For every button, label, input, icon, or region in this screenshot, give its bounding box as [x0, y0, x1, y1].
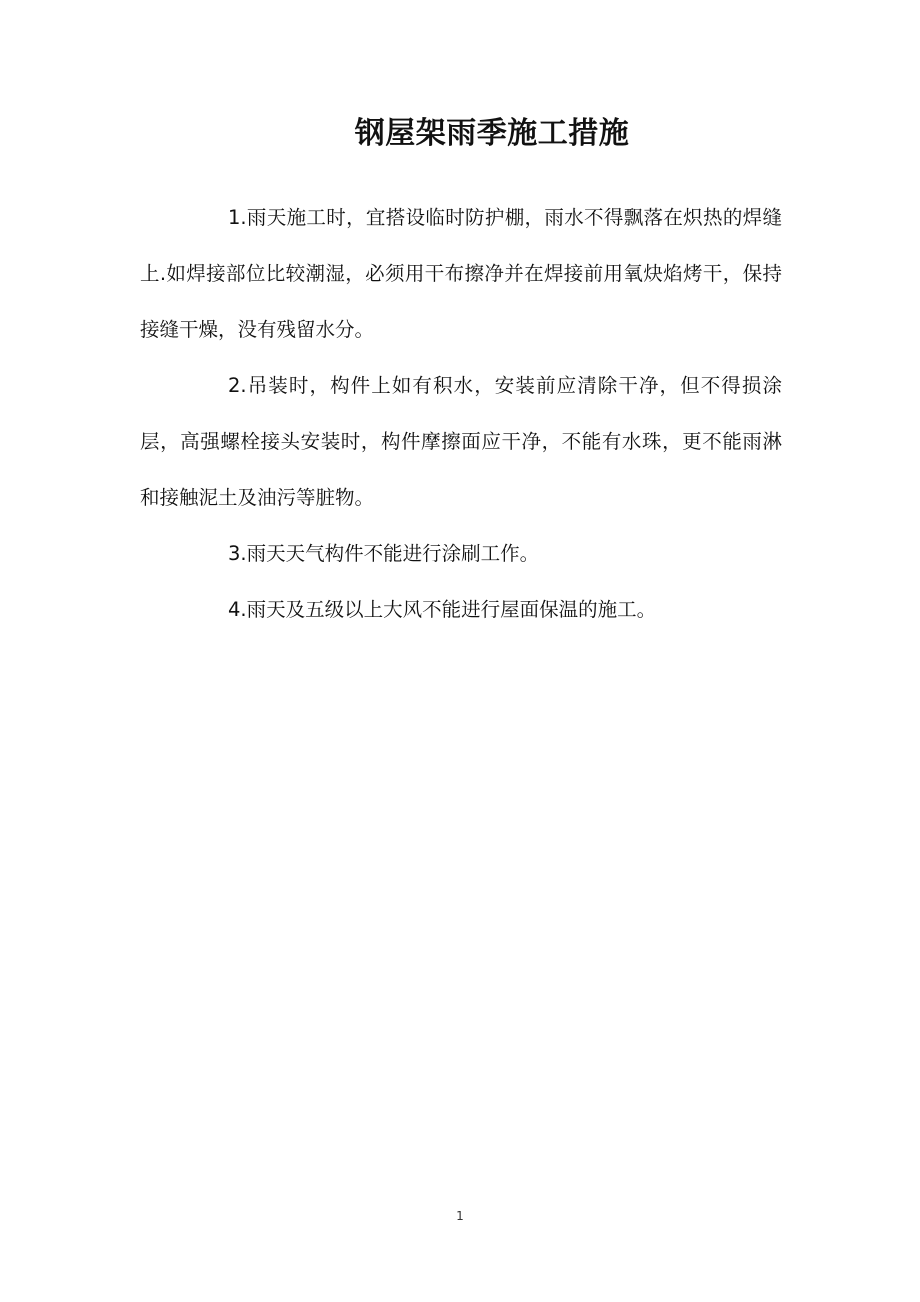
- paragraph-3: 3.雨天天气构件不能进行涂刷工作。: [228, 542, 540, 565]
- document-title: 钢屋架雨季施工措施: [354, 116, 630, 151]
- paragraph-1: 1.雨天施工时，宜搭设临时防护棚，雨水不得飘落在炽热的焊缝上.如焊接部位比较潮湿，必须用干布擦净并在焊接前用氧炔焰烤干，保持接缝干燥，没有残留水分。: [140, 206, 782, 341]
- paragraph-4: 4.雨天及五级以上大风不能进行屋面保温的施工。: [228, 598, 657, 621]
- document-body: [140, 190, 782, 638]
- page-number: 1: [456, 1209, 464, 1223]
- paragraph-2: 2.吊装时，构件上如有积水，安装前应清除干净，但不得损涂层，高强螺栓接头安装时，构件摩擦面应干净，不能有水珠，更不能雨淋和接触泥土及油污等脏物。: [140, 374, 782, 509]
